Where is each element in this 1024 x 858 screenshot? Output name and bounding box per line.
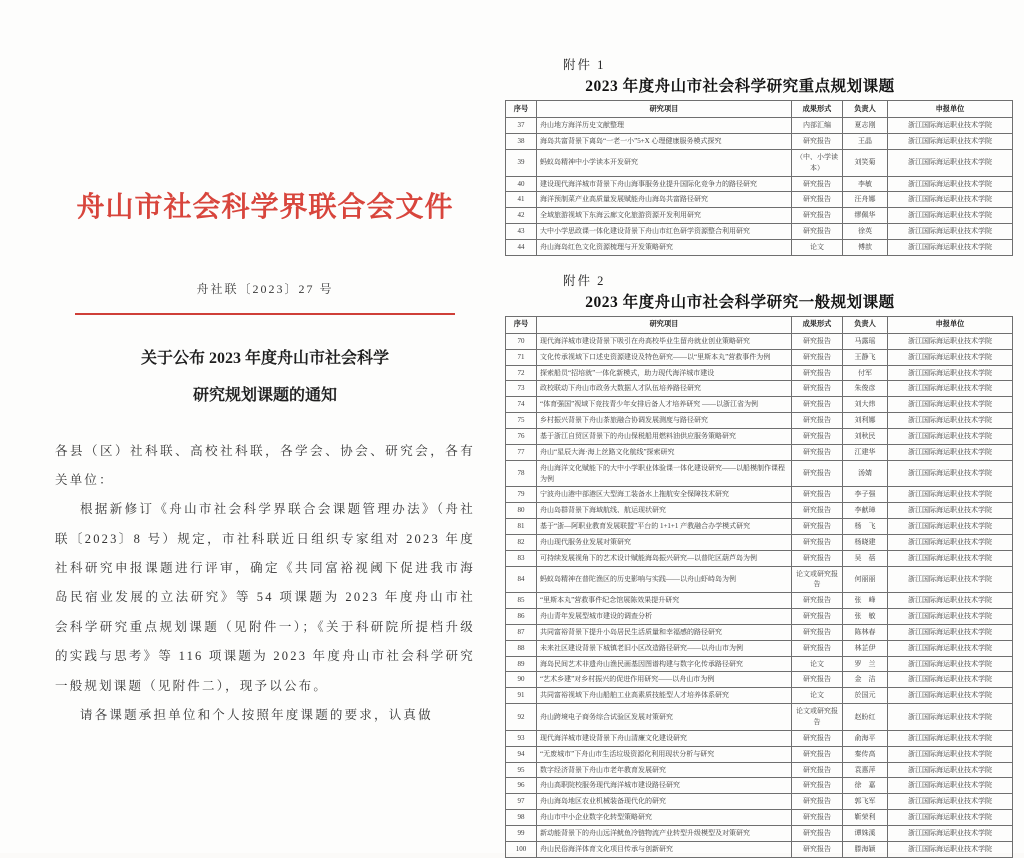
table-cell: 研究报告 [792, 519, 843, 535]
table-cell: 海岛共富背景下离岛“一老一小”5+X 心理健康服务模式探究 [537, 134, 792, 150]
table-cell: 研究报告 [792, 208, 843, 224]
table-cell: 林芷伊 [843, 640, 888, 656]
notice-title-line1: 关于公布 2023 年度舟山市社会科学 [140, 350, 389, 367]
table-cell: 浙江国际海运职业技术学院 [888, 704, 1013, 731]
notice-body [55, 437, 475, 731]
table-cell: 88 [506, 640, 537, 656]
table-cell: 浙江国际海运职业技术学院 [888, 381, 1013, 397]
header-cell: 成果形式 [792, 316, 843, 333]
table-row [506, 534, 1013, 550]
table-cell: 文化传承视域下口述史资源建设及特色研究——以“里斯本丸”营救事件为例 [537, 349, 792, 365]
table-cell: 研究报告 [792, 762, 843, 778]
table-row [506, 704, 1013, 731]
table-cell: 研究报告 [792, 550, 843, 566]
attachment1-title: 2023 年度舟山市社会科学研究重点规划课题 [585, 78, 895, 95]
table-cell: 数字经济背景下舟山市老年教育发展研究 [537, 762, 792, 778]
table-cell: 舟山地方海洋历史文献整理 [537, 118, 792, 134]
table-cell: 杨晓建 [843, 534, 888, 550]
table-cell: 研究报告 [792, 365, 843, 381]
table-cell: 基于浙江自贸区背景下的舟山保税船用燃料油供应服务策略研究 [537, 428, 792, 444]
table-cell: 研究报告 [792, 397, 843, 413]
table-cell: 浙江国际海运职业技术学院 [888, 566, 1013, 593]
table-cell: 86 [506, 609, 537, 625]
table-cell: 37 [506, 118, 537, 134]
table-cell: 可持续发展视角下的艺术设计赋能海岛振兴研究—以普陀区葫芦岛为例 [537, 550, 792, 566]
header-cell: 申报单位 [888, 316, 1013, 333]
table-cell: 杨 飞 [843, 519, 888, 535]
table-row [506, 149, 1013, 176]
table-cell: 研究报告 [792, 428, 843, 444]
table-cell: 94 [506, 746, 537, 762]
table-cell: 大中小学思政课一体化建设背景下舟山市红色研学资源整合利用研究 [537, 224, 792, 240]
table-row [506, 365, 1013, 381]
table-cell: 李献璋 [843, 503, 888, 519]
table-cell: 於国元 [843, 688, 888, 704]
table-cell: 论文 [792, 239, 843, 255]
table-cell: 秦传高 [843, 746, 888, 762]
table-cell: 93 [506, 730, 537, 746]
notice-page [55, 185, 475, 730]
table-cell: 滕海颖 [843, 841, 888, 857]
table-cell: 浙江国际海运职业技术学院 [888, 688, 1013, 704]
table-cell: 海岛民间艺术非遗舟山渔民画基因图谱构建与数字化传承路径研究 [537, 656, 792, 672]
table-cell: 论文 [792, 688, 843, 704]
table-row [506, 841, 1013, 857]
org-title: 舟山市社会科学界联合会文件 [76, 192, 454, 223]
table-row [506, 519, 1013, 535]
table-cell: 研究报告 [792, 841, 843, 857]
table-row [506, 688, 1013, 704]
table-cell: 浙江国际海运职业技术学院 [888, 640, 1013, 656]
table-cell: 84 [506, 566, 537, 593]
table-row [506, 428, 1013, 444]
table-cell: 海洋预制菜产业高质量发展赋能舟山海岛共富路径研究 [537, 192, 792, 208]
table-cell: 97 [506, 794, 537, 810]
header-cell: 成果形式 [792, 101, 843, 118]
table-row [506, 176, 1013, 192]
header-cell: 负责人 [843, 101, 888, 118]
table-cell: 研究报告 [792, 593, 843, 609]
table-cell: 舟山现代服务业发展对策研究 [537, 534, 792, 550]
table-cell: 78 [506, 460, 537, 487]
table-cell: 38 [506, 134, 537, 150]
table-cell: 研究报告 [792, 672, 843, 688]
table-row [506, 730, 1013, 746]
table-row [506, 672, 1013, 688]
table-cell: 罗 兰 [843, 656, 888, 672]
table-cell: 研究报告 [792, 609, 843, 625]
table-cell: 王静飞 [843, 349, 888, 365]
table-row [506, 349, 1013, 365]
table-cell: 未来社区建设背景下城镇老旧小区改造路径研究——以舟山市为例 [537, 640, 792, 656]
table-row [506, 239, 1013, 255]
table-cell: 刘秋民 [843, 428, 888, 444]
table-cell: 赵盼红 [843, 704, 888, 731]
table-cell: 87 [506, 624, 537, 640]
table-cell: 研究报告 [792, 730, 843, 746]
table-cell: 浙江国际海运职业技术学院 [888, 794, 1013, 810]
table-cell: 舟山“星辰大海·海上丝路文化航线”探索研究 [537, 444, 792, 460]
table-row [506, 656, 1013, 672]
table-cell: 付军 [843, 365, 888, 381]
table-cell: 汤婧 [843, 460, 888, 487]
table-cell: 研究报告 [792, 825, 843, 841]
table-cell: 谭姝溪 [843, 825, 888, 841]
table-cell: 浙江国际海运职业技术学院 [888, 778, 1013, 794]
table-row [506, 810, 1013, 826]
table-cell: “艺术乡建”对乡村振兴的促进作用研究——以舟山市为例 [537, 672, 792, 688]
table-row [506, 609, 1013, 625]
table-cell: 浙江国际海运职业技术学院 [888, 624, 1013, 640]
table-cell: 研究报告 [792, 640, 843, 656]
notice-title [55, 341, 475, 415]
table-cell: 蚂蚁岛精神中小学读本开发研究 [537, 149, 792, 176]
table-cell: 研究报告 [792, 381, 843, 397]
paragraph-2: 请各课题承担单位和个人按照年度课题的要求，认真做 [80, 707, 433, 722]
table-cell: 浙江国际海运职业技术学院 [888, 428, 1013, 444]
table-row [506, 460, 1013, 487]
table-cell: 浙江国际海运职业技术学院 [888, 365, 1013, 381]
table-cell: 浙江国际海运职业技术学院 [888, 134, 1013, 150]
table-row [506, 118, 1013, 134]
table-cell: 舟山海岛地区农业机械装备现代化的研究 [537, 794, 792, 810]
table-cell: 44 [506, 239, 537, 255]
table-cell: 李敏 [843, 176, 888, 192]
table-cell: 浙江国际海运职业技术学院 [888, 762, 1013, 778]
table-row [506, 746, 1013, 762]
table-cell: 共同富裕视域下舟山船舶工业高素质技能型人才培养体系研究 [537, 688, 792, 704]
table-row [506, 550, 1013, 566]
table-cell: 浙江国际海运职业技术学院 [888, 333, 1013, 349]
table-cell: 浙江国际海运职业技术学院 [888, 593, 1013, 609]
table-cell: 71 [506, 349, 537, 365]
table-row [506, 192, 1013, 208]
notice-title-line2: 研究规划课题的通知 [192, 386, 337, 404]
table-cell: 张 敏 [843, 609, 888, 625]
table-cell: 陈林春 [843, 624, 888, 640]
table-cell: 73 [506, 381, 537, 397]
table-row [506, 794, 1013, 810]
red-divider [75, 313, 455, 315]
table-cell: 浙江国际海运职业技术学院 [888, 349, 1013, 365]
table-cell: 浙江国际海运职业技术学院 [888, 730, 1013, 746]
table-cell: 吴 蓓 [843, 550, 888, 566]
table-cell: 马露瑶 [843, 333, 888, 349]
table-cell: 浙江国际海运职业技术学院 [888, 550, 1013, 566]
table-cell: 浙江国际海运职业技术学院 [888, 825, 1013, 841]
table-cell: 41 [506, 192, 537, 208]
table-cell: 77 [506, 444, 537, 460]
attachment2-table [505, 316, 1013, 858]
table-cell: 82 [506, 534, 537, 550]
paragraph-1: 根据新修订《舟山市社会科学界联合会课题管理办法》（舟社联〔2023〕8 号）规定，市社科联近日组织专家组对 2023 年度社科研究申报课题进行评审，确定《共同富裕视阈下促进我市海岛民宿业发展的立法研究》等 54 项课题为 2023 年度舟山市社会科学研究重点规划课题（见附件一）；《关于科研院所提档升级的实践与思考》等 116 项课题为 2023 年度舟山市社会科学研究一般规划课题（见附件二），现予以公布。 [55, 502, 475, 693]
table-cell: 研究报告 [792, 333, 843, 349]
table-cell: 研究报告 [792, 349, 843, 365]
doc-number: 舟社联〔2023〕27 号 [196, 282, 334, 296]
table-cell: 探索船员“招培就”一体化新模式，助力现代海洋城市建设 [537, 365, 792, 381]
table-row [506, 444, 1013, 460]
table-cell: 83 [506, 550, 537, 566]
table-cell: 81 [506, 519, 537, 535]
table-cell: 乡村振兴背景下舟山茶旅融合协调发展测度与路径研究 [537, 413, 792, 429]
table-cell: 75 [506, 413, 537, 429]
attachment1-label: 附件 1 [563, 58, 606, 72]
table-cell: 浙江国际海运职业技术学院 [888, 208, 1013, 224]
table-cell: “无废城市”下舟山市生活垃圾资源化利用现状分析与研究 [537, 746, 792, 762]
table-cell: 论文 [792, 656, 843, 672]
table-cell: 98 [506, 810, 537, 826]
table-row [506, 224, 1013, 240]
table-cell: 徐英 [843, 224, 888, 240]
table-cell: 研究报告 [792, 192, 843, 208]
table-cell: 研究报告 [792, 487, 843, 503]
table-row [506, 566, 1013, 593]
table-cell: 舟山青年发展型城市建设的调查分析 [537, 609, 792, 625]
table-cell: 研究报告 [792, 176, 843, 192]
table-row [506, 640, 1013, 656]
table-cell: 基于“浙—阿职业教育发展联盟”平台的 1+1+1 产教融合办学模式研究 [537, 519, 792, 535]
attachment1-table [505, 100, 1013, 256]
attachment2-label: 附件 2 [563, 273, 606, 288]
table-cell: 96 [506, 778, 537, 794]
table-cell: 舟山民俗海洋体育文化项目传承与创新研究 [537, 841, 792, 857]
table-cell: 研究报告 [792, 444, 843, 460]
table-cell: 42 [506, 208, 537, 224]
table-cell: 浙江国际海运职业技术学院 [888, 192, 1013, 208]
table-row [506, 397, 1013, 413]
table-cell: 90 [506, 672, 537, 688]
table-row [506, 413, 1013, 429]
table-cell: 浙江国际海运职业技术学院 [888, 118, 1013, 134]
table-cell: 39 [506, 149, 537, 176]
table-row [506, 593, 1013, 609]
table-cell: 浙江国际海运职业技术学院 [888, 239, 1013, 255]
table-cell: 何丽丽 [843, 566, 888, 593]
table-cell: 舟山海岛红色文化资源梳理与开发策略研究 [537, 239, 792, 255]
table-cell: 研究报告 [792, 794, 843, 810]
table-cell: 100 [506, 841, 537, 857]
table-cell: 宁波舟山港中部港区大型海工装备水上拖航安全保障技术研究 [537, 487, 792, 503]
table-cell: 70 [506, 333, 537, 349]
attachment1-block [505, 55, 992, 256]
table-cell: 刘大炜 [843, 397, 888, 413]
table-cell: 夏志刚 [843, 118, 888, 134]
table-cell: 全域旅游视域下东海云廊文化旅游资源开发利用研究 [537, 208, 792, 224]
salutation: 各县（区）社科联、高校社科联，各学会、协会、研究会，各有关单位： [55, 443, 475, 487]
table-row [506, 503, 1013, 519]
table-cell: 研究报告 [792, 746, 843, 762]
table-cell: 俞海平 [843, 730, 888, 746]
table-cell: 内部汇编 [792, 118, 843, 134]
table-cell: 研究报告 [792, 413, 843, 429]
table-cell: “里斯本丸”营救事件纪念馆展陈效果提升研究 [537, 593, 792, 609]
table-cell: 浙江国际海运职业技术学院 [888, 841, 1013, 857]
table-cell: 95 [506, 762, 537, 778]
table-row [506, 825, 1013, 841]
header-cell: 序号 [506, 101, 537, 118]
table-cell: 研究报告 [792, 534, 843, 550]
table-cell: 现代海洋城市建设背景下舟山清廉文化建设研究 [537, 730, 792, 746]
table-cell: 徐 嘉 [843, 778, 888, 794]
table-cell: 研究报告 [792, 503, 843, 519]
table-cell: 舟山跨境电子商务综合试验区发展对策研究 [537, 704, 792, 731]
table-cell: 论文或研究报告 [792, 566, 843, 593]
table-cell: 研究报告 [792, 778, 843, 794]
table-cell: 92 [506, 704, 537, 731]
table-cell: 89 [506, 656, 537, 672]
table-cell: 靳荣利 [843, 810, 888, 826]
table-cell: 浙江国际海运职业技术学院 [888, 176, 1013, 192]
table-cell: 85 [506, 593, 537, 609]
table-cell: 40 [506, 176, 537, 192]
table-cell: 研究报告 [792, 134, 843, 150]
table-row [506, 624, 1013, 640]
table-cell: 浙江国际海运职业技术学院 [888, 519, 1013, 535]
table-cell: 74 [506, 397, 537, 413]
table-cell: 浙江国际海运职业技术学院 [888, 460, 1013, 487]
attachments-page [505, 55, 992, 858]
table-cell: 43 [506, 224, 537, 240]
table-cell: 72 [506, 365, 537, 381]
table-cell: 傅歆 [843, 239, 888, 255]
table-cell: 舟山岛群背景下海域航线、航运现状研究 [537, 503, 792, 519]
table-cell: 91 [506, 688, 537, 704]
table-cell: 郭飞军 [843, 794, 888, 810]
table-cell: 汪舟娜 [843, 192, 888, 208]
table-cell: 建设现代海洋城市背景下舟山海事服务业提升国际化竞争力的路径研究 [537, 176, 792, 192]
table-cell: 79 [506, 487, 537, 503]
table-cell: 浙江国际海运职业技术学院 [888, 397, 1013, 413]
table-cell: 浙江国际海运职业技术学院 [888, 444, 1013, 460]
table-row [506, 333, 1013, 349]
header-cell: 负责人 [843, 316, 888, 333]
table-row [506, 778, 1013, 794]
table-cell: 论文或研究报告 [792, 704, 843, 731]
table-cell: 政校联动下舟山市政务大数据人才队伍培养路径研究 [537, 381, 792, 397]
header-row [506, 101, 1013, 118]
table-cell: 研究报告 [792, 624, 843, 640]
table-cell: 研究报告 [792, 460, 843, 487]
table-cell: 刘利娜 [843, 413, 888, 429]
table-cell: 现代海洋城市建设背景下吸引在舟高校毕业生留舟就业创业策略研究 [537, 333, 792, 349]
table-cell: 浙江国际海运职业技术学院 [888, 746, 1013, 762]
table-row [506, 381, 1013, 397]
table-cell: 蚂蚁岛精神在普陀渔区的历史影响与实践——以舟山虾峙岛为例 [537, 566, 792, 593]
table-cell: 浙江国际海运职业技术学院 [888, 534, 1013, 550]
table-cell: 76 [506, 428, 537, 444]
header-row [506, 316, 1013, 333]
table-cell: 王晶 [843, 134, 888, 150]
header-cell: 研究项目 [537, 316, 792, 333]
table-cell: “体育强国”视域下竞技青少年女排后备人才培养研究 ——以浙江省为例 [537, 397, 792, 413]
table-cell: 浙江国际海运职业技术学院 [888, 413, 1013, 429]
table-cell: 共同富裕背景下提升小岛居民生活质量和幸福感的路径研究 [537, 624, 792, 640]
table-cell: （中、小学读本） [792, 149, 843, 176]
table-row [506, 487, 1013, 503]
table-row [506, 762, 1013, 778]
table-cell: 舟山高职院校服务现代海洋城市建设路径研究 [537, 778, 792, 794]
table-cell: 张 峰 [843, 593, 888, 609]
table-cell: 研究报告 [792, 224, 843, 240]
table-cell: 金 洁 [843, 672, 888, 688]
table-cell: 80 [506, 503, 537, 519]
table-cell: 刘笑菊 [843, 149, 888, 176]
table-cell: 浙江国际海运职业技术学院 [888, 224, 1013, 240]
table-cell: 浙江国际海运职业技术学院 [888, 810, 1013, 826]
table-cell: 缪佩华 [843, 208, 888, 224]
table-cell: 新动能背景下的舟山远洋鱿鱼冷链物流产业转型升级模型及对策研究 [537, 825, 792, 841]
table-cell: 浙江国际海运职业技术学院 [888, 487, 1013, 503]
table-cell: 99 [506, 825, 537, 841]
table-cell: 朱俊彦 [843, 381, 888, 397]
table-cell: 浙江国际海运职业技术学院 [888, 609, 1013, 625]
attachment2-block [505, 271, 992, 858]
table-cell: 李子强 [843, 487, 888, 503]
table-cell: 江建华 [843, 444, 888, 460]
table-row [506, 134, 1013, 150]
table-row [506, 208, 1013, 224]
table-cell: 浙江国际海运职业技术学院 [888, 672, 1013, 688]
header-cell: 研究项目 [537, 101, 792, 118]
header-cell: 申报单位 [888, 101, 1013, 118]
table-cell: 浙江国际海运职业技术学院 [888, 503, 1013, 519]
header-cell: 序号 [506, 316, 537, 333]
table-cell: 舟山海洋文化赋能下的大中小学职业体验课一体化建设研究——以船模制作课程为例 [537, 460, 792, 487]
table-cell: 浙江国际海运职业技术学院 [888, 149, 1013, 176]
table-cell: 浙江国际海运职业技术学院 [888, 656, 1013, 672]
table-cell: 舟山市中小企业数字化转型策略研究 [537, 810, 792, 826]
table-cell: 袁惠萍 [843, 762, 888, 778]
table-cell: 研究报告 [792, 810, 843, 826]
attachment2-title: 2023 年度舟山市社会科学研究一般规划课题 [585, 293, 895, 311]
